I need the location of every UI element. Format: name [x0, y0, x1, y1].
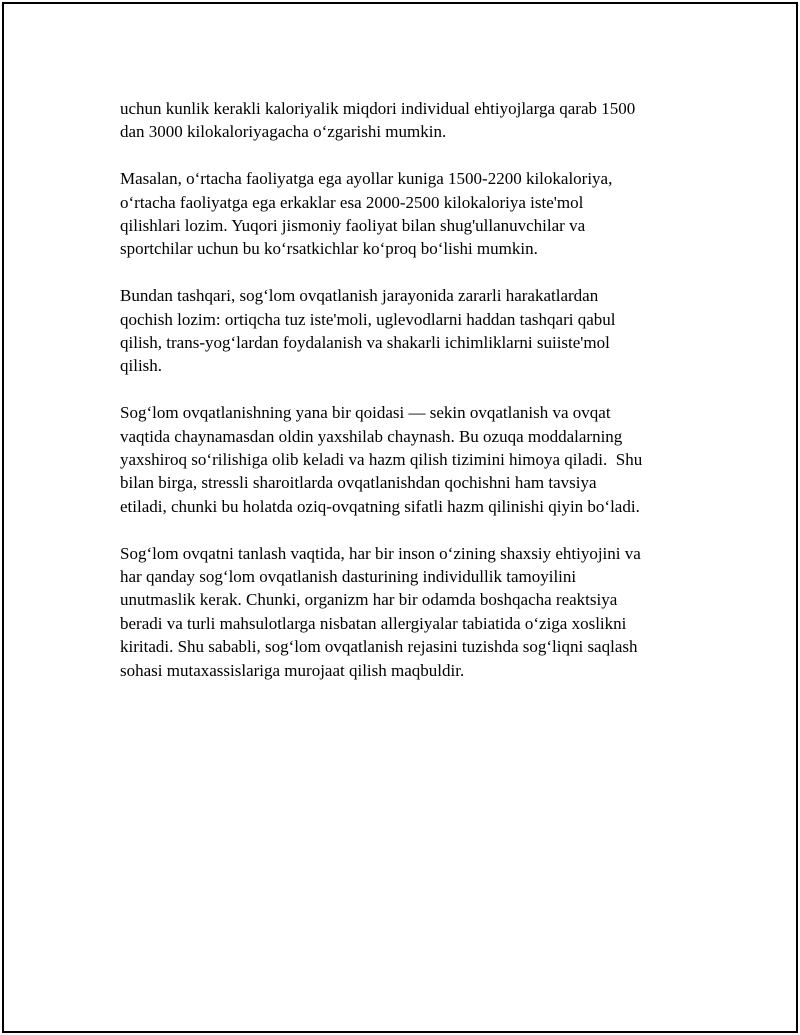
text-line: sohasi mutaxassislariga murojaat qilish maqbuldir. — [120, 660, 465, 680]
document-body — [120, 97, 700, 705]
text-line: qilish. — [120, 356, 163, 376]
text-line: unutmaslik kerak. Chunki, organizm har bir odamda boshqacha reaktsiya — [120, 590, 618, 610]
text-line: sportchilar uchun bu ko‘rsatkichlar ko‘proq bo‘lishi mumkin. — [120, 239, 538, 259]
text-line: Sog‘lom ovqatni tanlash vaqtida, har bir inson o‘zining shaxsiy ehtiyojini va — [120, 543, 641, 563]
text-line: har qanday sog‘lom ovqatlanish dasturining individullik tamoyilini — [120, 567, 577, 587]
paragraph — [120, 401, 700, 518]
text-line: qochish lozim: ortiqcha tuz iste'moli, uglevodlarni haddan tashqari qabul — [120, 309, 616, 329]
document-page — [2, 2, 798, 1033]
text-line: Bundan tashqari, sog‘lom ovqatlanish jarayonida zararli harakatlardan — [120, 286, 599, 306]
paragraph — [120, 284, 700, 378]
text-line: yaxshiroq so‘rilishiga olib keladi va hazm qilish tizimini himoya qiladi. Shu — [120, 450, 643, 470]
paragraph — [120, 542, 700, 682]
text-line: kiritadi. Shu sababli, sog‘lom ovqatlanish rejasini tuzishda sog‘liqni saqlash — [120, 637, 638, 657]
text-line: Sog‘lom ovqatlanishning yana bir qoidasi — sekin ovqatlanish va ovqat — [120, 403, 611, 423]
text-line: o‘rtacha faoliyatga ega erkaklar esa 2000-2500 kilokaloriya iste'mol — [120, 192, 584, 212]
paragraph — [120, 97, 700, 144]
text-line: Masalan, o‘rtacha faoliyatga ega ayollar kuniga 1500-2200 kilokaloriya, — [120, 169, 613, 189]
text-line: bilan birga, stressli sharoitlarda ovqatlanishdan qochishni ham tavsiya — [120, 473, 597, 493]
text-line: uchun kunlik kerakli kaloriyalik miqdori individual ehtiyojlarga qarab 1500 — [120, 99, 636, 118]
text-line: qilishlari lozim. Yuqori jismoniy faoliyat bilan shug'ullanuvchilar va — [120, 216, 586, 236]
text-line: beradi va turli mahsulotlarga nisbatan allergiyalar tabiatida o‘ziga xoslikni — [120, 613, 627, 633]
text-line: qilish, trans-yog‘lardan foydalanish va shakarli ichimliklarni suiiste'mol — [120, 333, 610, 353]
text-line: etiladi, chunki bu holatda oziq-ovqatning sifatli hazm qilinishi qiyin bo‘ladi. — [120, 496, 640, 516]
paragraph — [120, 167, 700, 261]
text-line: dan 3000 kilokaloriyagacha o‘zgarishi mumkin. — [120, 122, 447, 142]
text-line: vaqtida chaynamasdan oldin yaxshilab chaynash. Bu ozuqa moddalarning — [120, 426, 623, 446]
